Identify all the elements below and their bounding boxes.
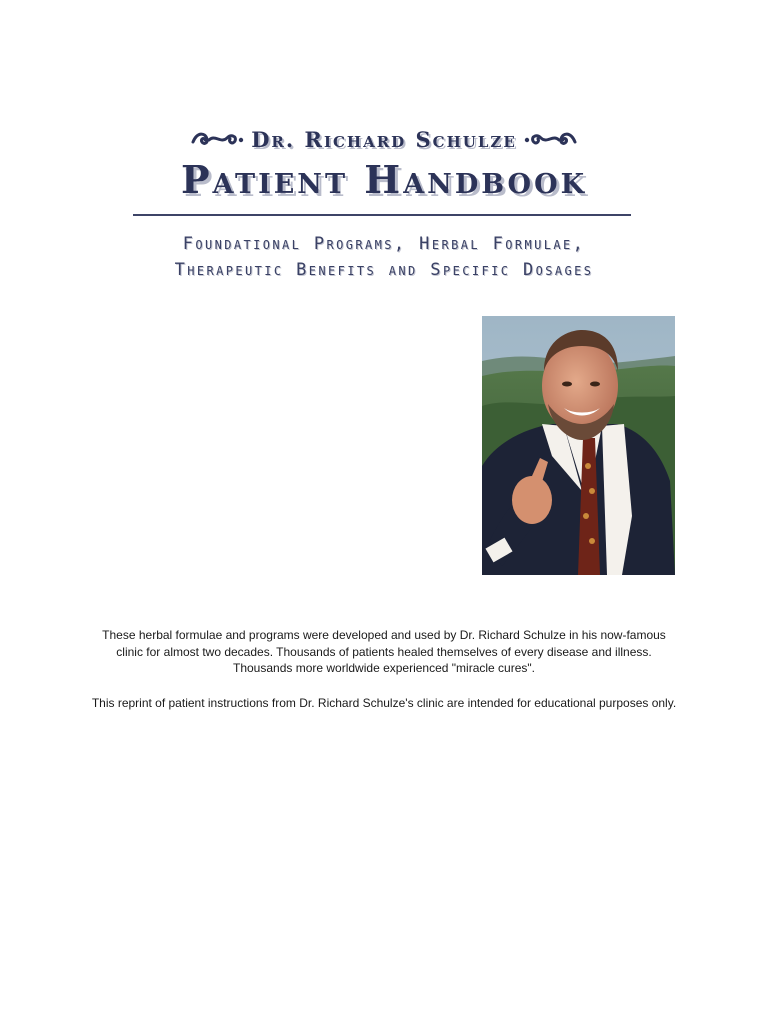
subtitle-line-2: Therapeutic Benefits and Specific Dosages: [174, 260, 594, 280]
author-name: Dr. Richard Schulze: [251, 126, 517, 152]
document-title: Patient Handbook: [180, 157, 588, 202]
disclaimer-paragraph: This reprint of patient instructions from Dr. Richard Schulze's clinic are intended for educational purposes only.: [91, 696, 677, 710]
author-header: [0, 122, 768, 156]
title-divider: [133, 214, 631, 216]
left-flourish-icon: [191, 128, 245, 150]
right-flourish-icon: [523, 128, 577, 150]
intro-paragraph: These herbal formulae and programs were developed and used by Dr. Richard Schulze in his now-famous clinic for almost two decades. Thousands of patients healed themselves of every disease and illness. Thousands more worldwide experienced "miracle cures".: [102, 628, 666, 675]
author-portrait-photo: [482, 316, 675, 575]
subtitle-line-1: Foundational Programs, Herbal Formulae,: [182, 234, 586, 254]
